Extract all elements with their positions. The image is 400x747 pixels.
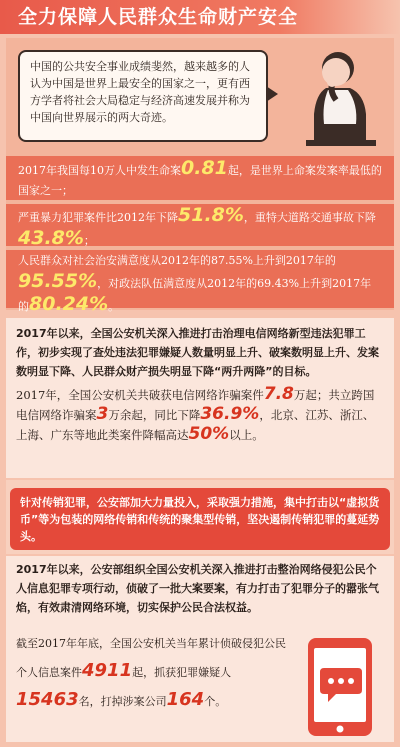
stat-text: 严重暴力犯罪案件比2012年下降: [18, 211, 178, 224]
privacy-number: 4911: [82, 660, 133, 681]
stat-number: 51.8%: [178, 204, 244, 226]
fraud-stats-paragraph: [16, 385, 384, 445]
stat-number: 0.81: [181, 157, 228, 179]
fraud-number: 3: [96, 404, 109, 424]
stat-number: 43.8%: [18, 227, 84, 249]
privacy-number: 164: [166, 689, 205, 710]
intro-speech-bubble: 中国的公共安全事业成绩斐然，越来越多的人认为中国是世界上最安全的国家之一，更有西方学者将社会大局稳定与经济高速发展并称为中国向世界展示的两大奇迹。: [18, 50, 268, 142]
fraud-text: 万余起，同比下降: [108, 408, 201, 422]
privacy-paragraph: 2017年以来，公安部组织全国公安机关深入推进打击整治网络侵犯公民个人信息犯罪专项行动，侦破了一批大案要案，有力打击了犯罪分子的嚣张气焰，有效肃清网络环境，切实保护公民合法权益。: [16, 563, 379, 614]
stat-number: 95.55%: [18, 270, 98, 292]
privacy-text: 起，抓获犯罪嫌疑人: [132, 666, 232, 679]
stat-text: 起，是世界上命案发案率最低的国家之一；: [18, 164, 382, 197]
fraud-number: 7.8: [263, 384, 294, 404]
stat-number: 80.24%: [29, 293, 109, 315]
stat-banner-violent-crime: [6, 204, 394, 249]
fraud-number: 36.9%: [200, 404, 260, 424]
stat-text: ，重特大道路交通事故下降: [243, 211, 376, 224]
page-title: 全力保障人民群众生命财产安全: [18, 6, 299, 28]
privacy-section: [6, 556, 394, 624]
title-banner: [0, 0, 400, 34]
fraud-paragraph: 2017年以来，全国公安机关深入推进打击治理电信网络新型违法犯罪工作，初步实现了查处违法犯罪嫌疑人数量明显上升、破案数明显上升、发案数明显下降、人民群众财产损失明显下降“两升两降”的目标。: [16, 327, 379, 378]
privacy-number: 15463: [16, 689, 79, 710]
telecom-fraud-section: [6, 318, 394, 478]
stats-section: [6, 150, 394, 315]
stat-text: 2017年我国每10万人中发生命案: [18, 164, 181, 177]
chat-phone-icon: [298, 634, 386, 738]
fraud-number: 50%: [188, 424, 230, 444]
fraud-text: 以上。: [229, 428, 264, 442]
privacy-stats-section: [6, 624, 394, 742]
stat-banner-satisfaction: [6, 250, 394, 315]
stat-text: ；: [83, 234, 95, 247]
stat-text: ，对政法队伍满意度从2012年的69.43%上升到2017年的: [18, 277, 372, 313]
thinking-person-icon: [276, 44, 388, 148]
stat-banner-homicide: [6, 156, 394, 200]
fraud-text: 2017年，全国公安机关共破获电信网络诈骗案件: [16, 388, 264, 402]
privacy-text: 名，打掉涉案公司: [78, 695, 167, 708]
stat-text: 。: [108, 300, 120, 313]
privacy-text: 个。: [204, 695, 227, 708]
intro-section: [6, 38, 394, 150]
privacy-text: 截至2017年年底，全国公安机关当年累计侦破侵犯公民个人信息案件: [16, 637, 286, 679]
fraud-text: ，北京、江苏、浙江、上海、广东等地此类案件降幅高达: [16, 408, 375, 442]
stat-text: 人民群众对社会治安满意度从2012年的87.55%上升到2017年的: [18, 254, 336, 267]
fraud-text: 万起；共立跨国电信网络诈骗案: [16, 388, 375, 422]
privacy-stats-paragraph: [16, 630, 286, 715]
pyramid-scheme-section: [6, 480, 394, 554]
pyramid-scheme-highlight: 针对传销犯罪，公安部加大力量投入，采取强力措施，集中打击以“虚拟货币”等为包装的网络传销和传统的聚集型传销，坚决遏制传销犯罪的蔓延势头。: [10, 488, 390, 550]
